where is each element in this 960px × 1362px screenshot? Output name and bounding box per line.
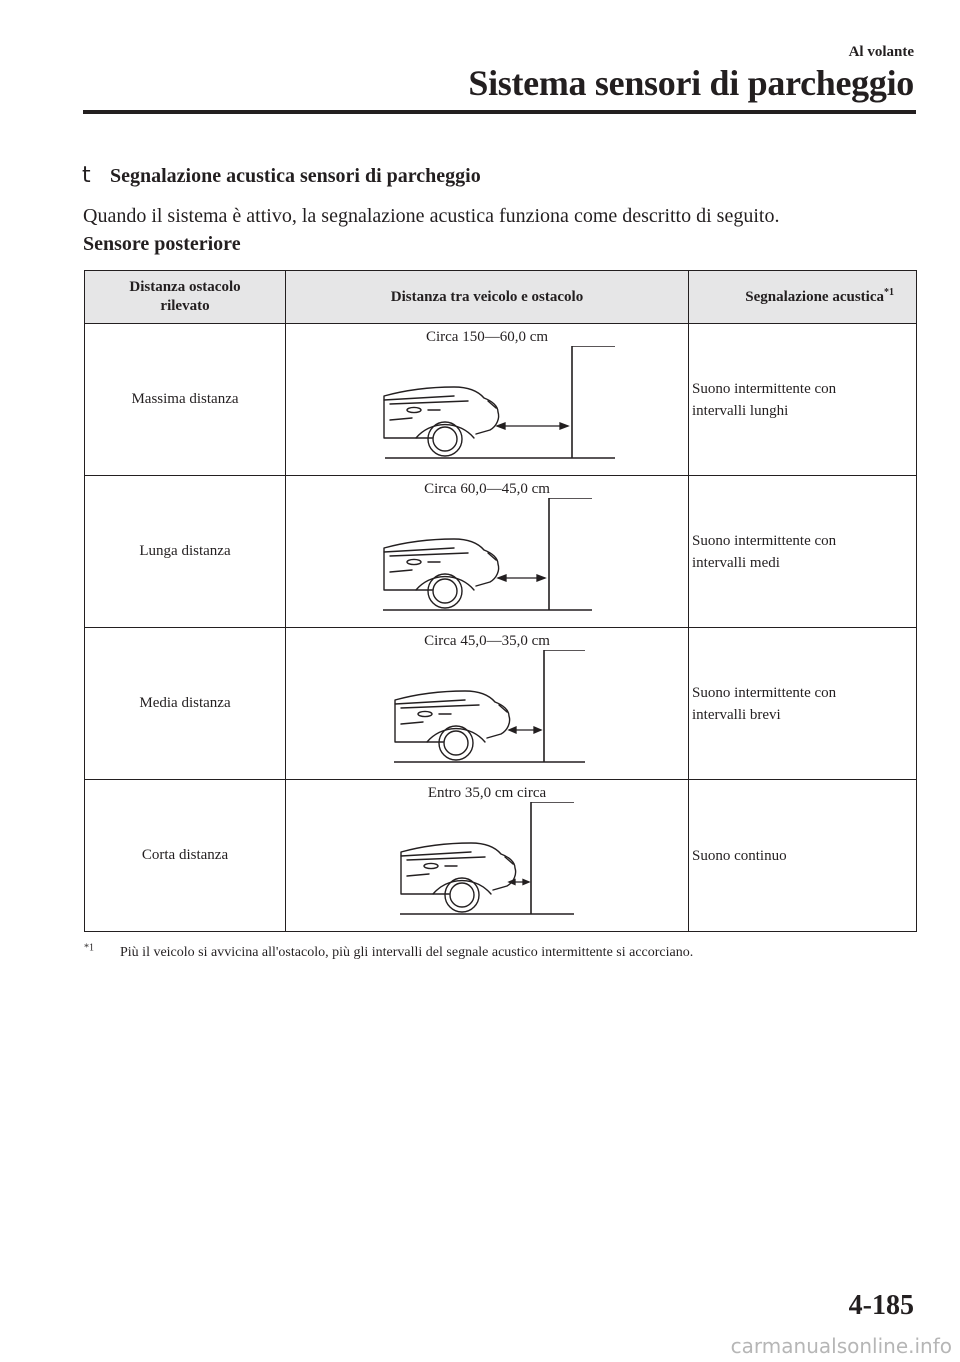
- page-number: 4-185: [848, 1290, 914, 1321]
- header-col3-note: *1: [884, 286, 894, 298]
- subheading-rear-sensor: Sensore posteriore: [83, 233, 241, 255]
- table-row: [85, 780, 917, 932]
- footnote-mark: [84, 942, 120, 961]
- car-rear-icon: [395, 691, 510, 760]
- obstacle-wall: [549, 498, 592, 610]
- car-obstacle-diagram: [357, 346, 617, 468]
- row-distance-label: Massima distanza: [85, 324, 286, 476]
- row-range-label: Circa 60,0—45,0 cm: [424, 481, 550, 497]
- row-diagram-cell: [286, 628, 689, 780]
- header-section-label: Al volante: [848, 44, 914, 60]
- header-col3-text: Segnalazione acustica: [745, 288, 884, 305]
- row-diagram-cell: [286, 324, 689, 476]
- header-divider: [83, 110, 916, 114]
- row-sound-line1: Suono continuo: [692, 847, 787, 864]
- footnote: [84, 942, 694, 961]
- row-distance-label: Lunga distanza: [85, 476, 286, 628]
- header-obstacle-distance: [85, 271, 286, 324]
- row-sound-cell: [689, 628, 917, 780]
- header-col1-line1: Distanza ostacolo: [129, 279, 241, 295]
- table-header-row: [85, 271, 917, 324]
- row-sound-line2: intervalli brevi: [692, 706, 781, 723]
- row-sound-line1: Suono intermittente con: [692, 532, 837, 549]
- section-marker-icon: t: [82, 163, 91, 188]
- row-sound-line1: Suono intermittente con: [692, 684, 837, 701]
- footnote-mark-sup: *1: [84, 942, 94, 954]
- obstacle-wall: [531, 802, 574, 914]
- obstacle-wall: [572, 346, 615, 458]
- distance-arrow: [509, 727, 541, 733]
- header-acoustic-signal: [689, 271, 917, 324]
- row-diagram-cell: [286, 476, 689, 628]
- distance-arrow: [498, 575, 545, 581]
- distance-arrow: [509, 880, 529, 885]
- row-range-label: Entro 35,0 cm circa: [427, 785, 547, 801]
- row-diagram-cell: [286, 780, 689, 932]
- page-title: Sistema sensori di parcheggio: [468, 63, 914, 103]
- obstacle-wall: [544, 650, 585, 762]
- row-sound-cell: [689, 324, 917, 476]
- row-sound-line2: intervalli lunghi: [692, 402, 789, 419]
- row-sound-cell: [689, 476, 917, 628]
- row-distance-label: Corta distanza: [85, 780, 286, 932]
- row-sound-cell: [689, 780, 917, 932]
- table-row: [85, 628, 917, 780]
- sensor-signal-table: [84, 270, 917, 932]
- car-rear-icon: [401, 843, 516, 912]
- watermark-logo: carmanualsonline.info: [730, 1334, 952, 1358]
- car-rear-icon: [384, 387, 499, 456]
- header-vehicle-distance: Distanza tra veicolo e ostacolo: [286, 271, 689, 324]
- car-obstacle-diagram: [398, 802, 576, 924]
- row-range-label: Circa 150—60,0 cm: [425, 329, 549, 345]
- intro-paragraph: Quando il sistema è attivo, la segnalazione acustica funziona come descritto di seguito.: [83, 205, 780, 227]
- header-col1-line2: rilevato: [160, 298, 210, 314]
- distance-arrow: [497, 423, 568, 429]
- row-distance-label: Media distanza: [85, 628, 286, 780]
- car-obstacle-diagram: [380, 498, 594, 620]
- table-row: [85, 324, 917, 476]
- section-heading: Segnalazione acustica sensori di parcheggio: [110, 165, 481, 187]
- row-sound-line1: Suono intermittente con: [692, 380, 837, 397]
- row-sound-line2: intervalli medi: [692, 554, 780, 571]
- row-range-label: Circa 45,0—35,0 cm: [424, 633, 550, 649]
- car-obstacle-diagram: [387, 650, 587, 772]
- table-row: [85, 476, 917, 628]
- car-rear-icon: [384, 539, 499, 608]
- footnote-text: Più il veicolo si avvicina all'ostacolo, più gli intervalli del segnale acustico intermittente si accorciano.: [120, 945, 694, 960]
